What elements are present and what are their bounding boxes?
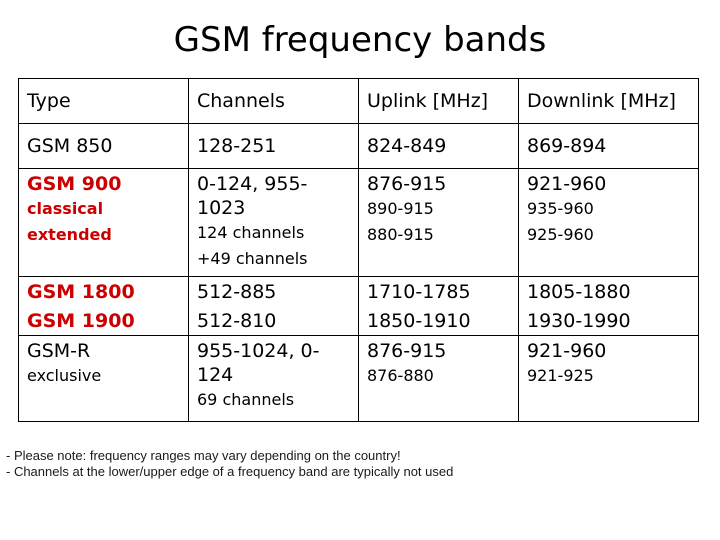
table-row — [19, 307, 699, 336]
cell-downlink: 1930-1990 — [519, 307, 699, 336]
table-header-row — [19, 79, 699, 124]
slide-title: GSM frequency bands — [173, 20, 547, 60]
cell-type — [19, 336, 189, 422]
sub-label: extended — [27, 225, 112, 244]
frequency-table — [18, 78, 699, 422]
downlink-value: 921-960 — [527, 173, 607, 195]
header-downlink: Downlink [MHz] — [519, 79, 699, 124]
cell-uplink: 824-849 — [359, 124, 519, 169]
cell-type: GSM 1900 — [19, 307, 189, 336]
sub-label: 880-915 — [367, 225, 434, 244]
cell-downlink — [519, 169, 699, 277]
sub-label: 876-880 — [367, 366, 434, 385]
cell-uplink: 1850-1910 — [359, 307, 519, 336]
cell-channels: 512-885 — [189, 277, 359, 308]
cell-channels — [189, 336, 359, 422]
footnote: - Please note: frequency ranges may vary depending on the country! — [6, 448, 401, 463]
table-row — [19, 336, 699, 422]
cell-channels: 512-810 — [189, 307, 359, 336]
table-row — [19, 277, 699, 308]
cell-channels: 128-251 — [189, 124, 359, 169]
table-row — [19, 169, 699, 277]
sub-label: 925-960 — [527, 225, 594, 244]
sub-label: 935-960 — [527, 199, 594, 218]
header-type: Type — [19, 79, 189, 124]
sub-label: 124 channels — [197, 223, 305, 242]
sub-label: 69 channels — [197, 390, 295, 409]
table-row — [19, 124, 699, 169]
uplink-value: 876-915 — [367, 340, 447, 362]
sub-label: 890-915 — [367, 199, 434, 218]
band-name: GSM-R — [27, 340, 91, 362]
sub-label: 921-925 — [527, 366, 594, 385]
cell-type: GSM 850 — [19, 124, 189, 169]
sub-label: exclusive — [27, 366, 102, 385]
uplink-value: 876-915 — [367, 173, 447, 195]
cell-downlink: 869-894 — [519, 124, 699, 169]
cell-uplink — [359, 169, 519, 277]
header-uplink: Uplink [MHz] — [359, 79, 519, 124]
downlink-value: 921-960 — [527, 340, 607, 362]
cell-downlink — [519, 336, 699, 422]
cell-uplink — [359, 336, 519, 422]
footnote: - Channels at the lower/upper edge of a frequency band are typically not used — [6, 464, 454, 479]
cell-uplink: 1710-1785 — [359, 277, 519, 308]
band-name: GSM 900 — [27, 173, 122, 195]
cell-channels — [189, 169, 359, 277]
cell-type — [19, 169, 189, 277]
sub-label: classical — [27, 199, 104, 218]
footnotes — [6, 448, 453, 480]
channels-value: 955-1024, 0-124 — [197, 340, 320, 386]
sub-label: +49 channels — [197, 249, 308, 268]
cell-type: GSM 1800 — [19, 277, 189, 308]
cell-downlink: 1805-1880 — [519, 277, 699, 308]
channels-value: 0-124, 955-1023 — [197, 173, 308, 219]
header-channels: Channels — [189, 79, 359, 124]
